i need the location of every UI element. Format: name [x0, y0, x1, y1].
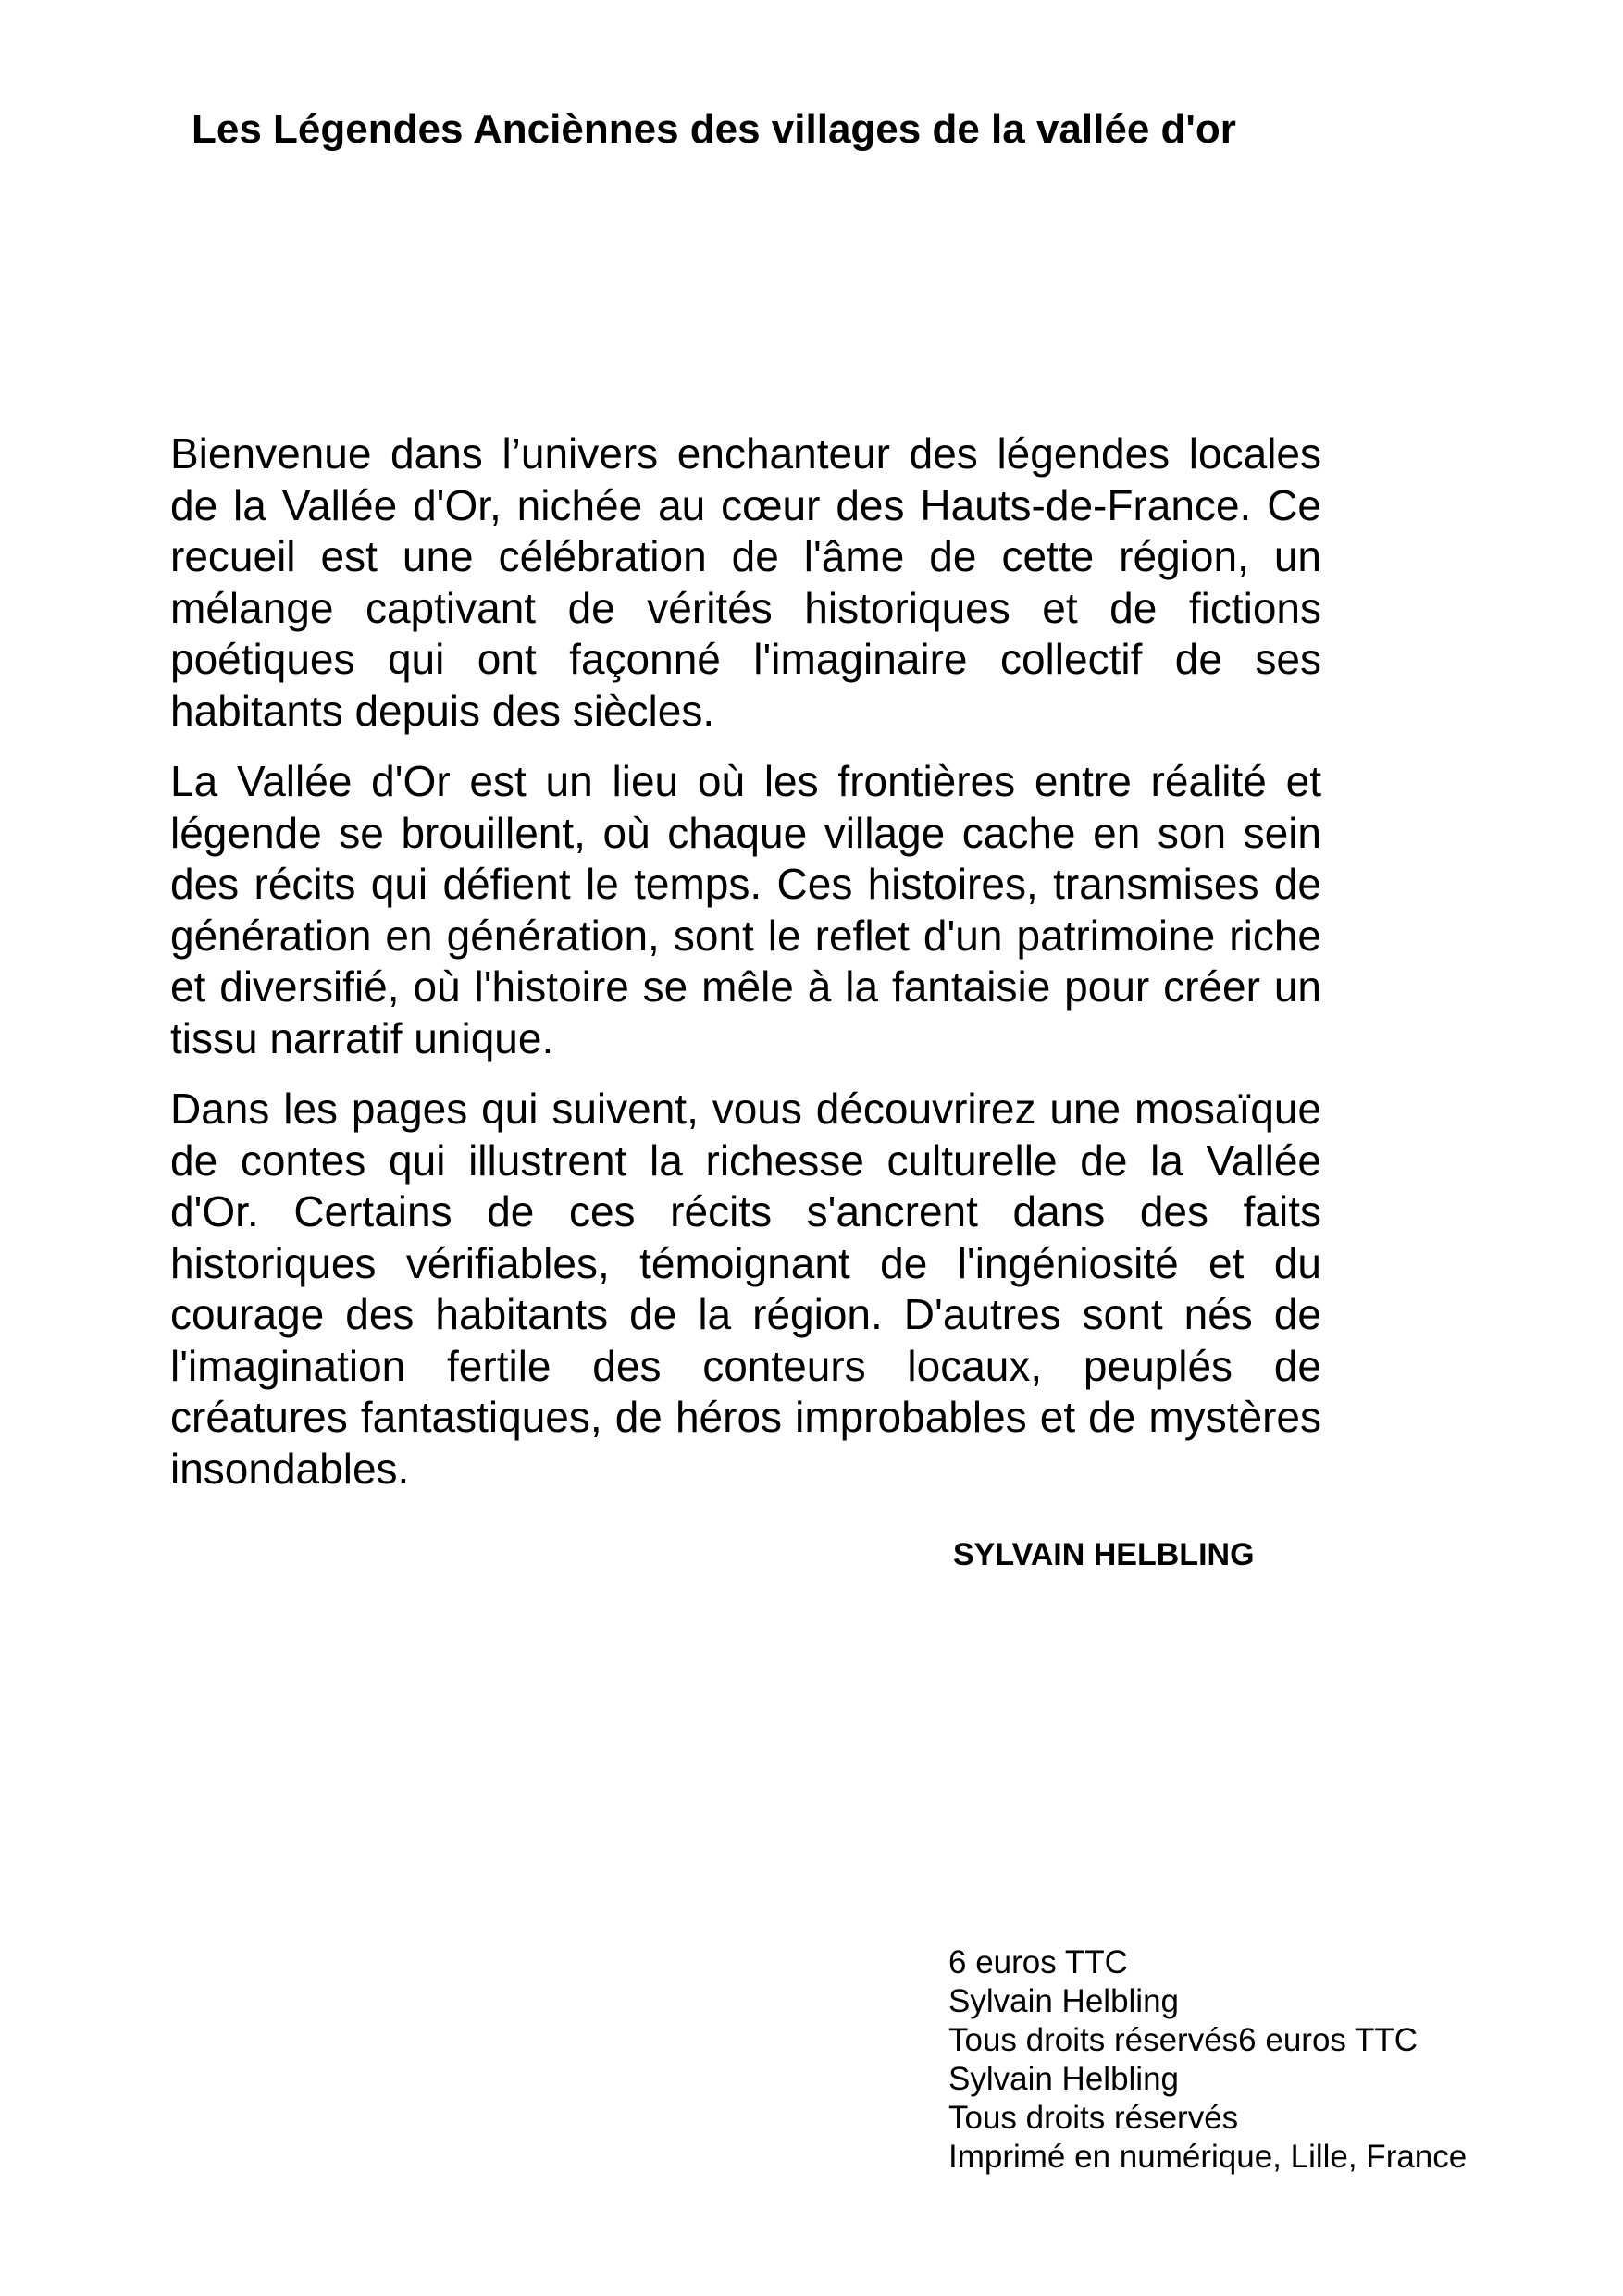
paragraph: La Vallée d'Or est un lieu où les frontières entre réalité et légende se brouillent, où chaque village cache en son sein des récits qui défient le temps. Ces histoires, transmises de génération en génération, sont le reflet d'un patrimoine riche et diversifié, où l'histoire se mêle à la fantaisie pour créer un tissu narratif unique. — [170, 757, 1321, 1062]
colophon-line: Sylvain Helbling — [948, 2061, 1180, 2097]
paragraph: Bienvenue dans l’univers enchanteur des légendes locales de la Vallée d'Or, nichée au cœur des Hauts-de-France. Ce recueil est une célébration de l'âme de cette région, un mélange captivant de vérités historiques et de fictions poétiques qui ont façonné l'imaginaire collectif de ses habitants depuis des siècles. — [170, 429, 1321, 735]
colophon-line: Sylvain Helbling — [948, 1983, 1180, 2019]
colophon-line: Tous droits réservés6 euros TTC — [948, 2022, 1419, 2058]
colophon-line: Imprimé en numérique, Lille, France — [948, 2139, 1468, 2175]
author-signature: SYLVAIN HELBLING — [953, 1537, 1255, 1572]
document-title: Les Légendes Anciènnes des villages de la vallée d'or — [192, 106, 1236, 152]
colophon — [948, 1943, 1578, 2177]
colophon-line: 6 euros TTC — [948, 1944, 1128, 1980]
paragraph: Dans les pages qui suivent, vous découvrirez une mosaïque de contes qui illustrent la richesse culturelle de la Vallée d'Or. Certains de ces récits s'ancrent dans des faits historiques vérifiables, témoignant de l'ingéniosité et du courage des habitants de la région. D'autres sont nés de l'imagination fertile des conteurs locaux, peuplés de créatures fantastiques, de héros improbables et de mystères insondables. — [170, 1085, 1321, 1493]
document-body — [170, 428, 1321, 1514]
colophon-line: Tous droits réservés — [948, 2100, 1239, 2136]
